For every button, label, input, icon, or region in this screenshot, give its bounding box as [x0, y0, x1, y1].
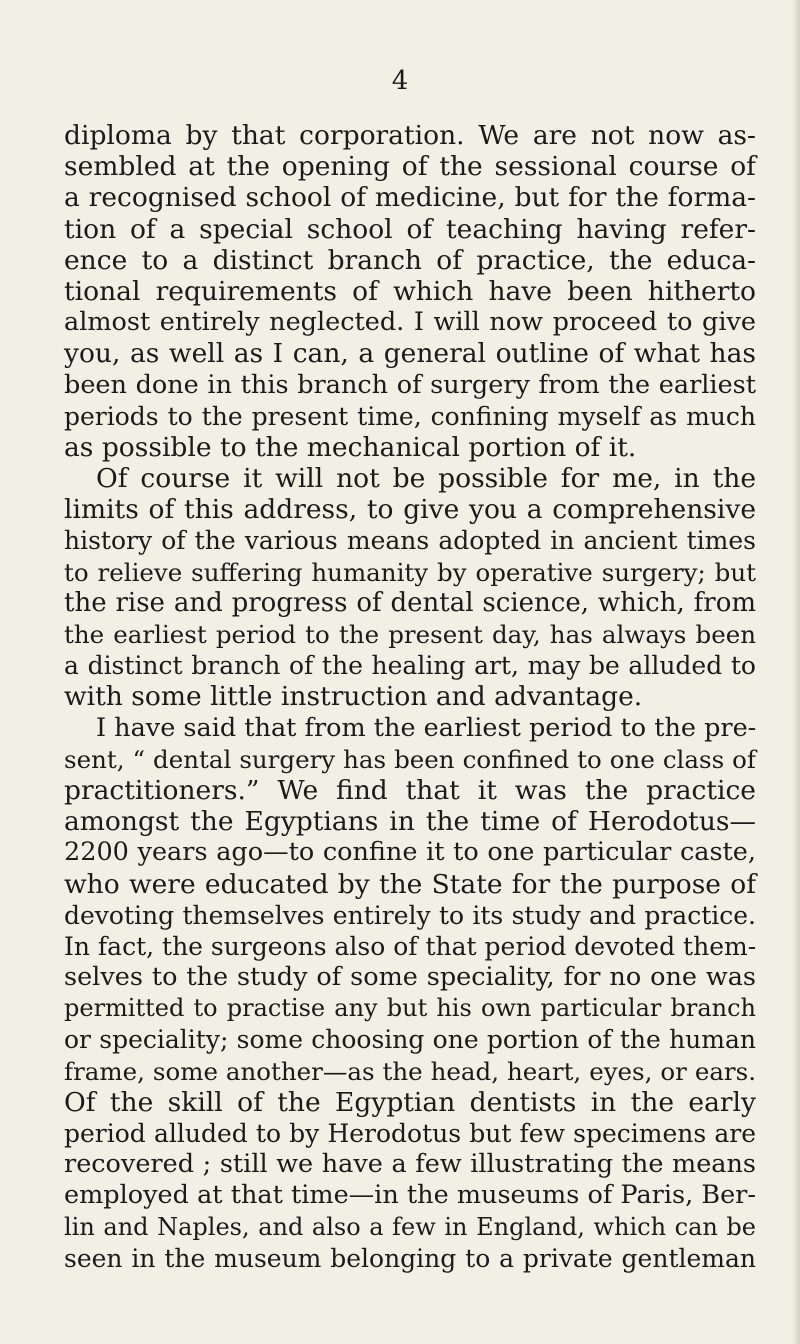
text-line: you, as well as I can, a general outline of what has	[64, 338, 756, 370]
text-line: a recognised school of medicine, but for the forma-	[64, 182, 756, 214]
text-line: I have said that from the earliest period to the pre-	[96, 712, 757, 743]
text-line: periods to the present time, confining myself as much	[64, 401, 756, 431]
text-line: tion of a special school of teaching having refer-	[64, 213, 756, 245]
text-line: diploma by that corporation. We are not now as-	[64, 120, 756, 151]
text-line: limits of this address, to give you a comprehensive	[64, 494, 756, 526]
text-line: lin and Naples, and also a few in England, which can be	[64, 1212, 756, 1241]
page-number: 4	[391, 66, 409, 96]
text-line: to relieve suffering humanity by operative surgery; but	[64, 557, 756, 587]
text-line: permitted to practise any but his own particular branch	[64, 994, 756, 1023]
text-line: devoting themselves entirely to its study and practice.	[64, 900, 756, 930]
text-line: the rise and progress of dental science, which, from	[64, 587, 756, 618]
text-line: who were educated by the State for the purpose of	[64, 868, 756, 900]
text-line: seen in the museum belonging to a private gentleman	[64, 1243, 756, 1273]
text-line: employed at that time—in the museums of Paris, Ber-	[64, 1180, 756, 1211]
text-line: selves to the study of some speciality, for no one was	[64, 962, 756, 993]
text-line: history of the various means adopted in ancient times	[64, 526, 756, 556]
text-line: almost entirely neglected. I will now proceed to give	[64, 307, 756, 338]
text-line: tional requirements of which have been hitherto	[64, 275, 756, 307]
text-line: In fact, the surgeons also of that period devoted them-	[64, 931, 757, 961]
text-line: a distinct branch of the healing art, may be alluded to	[64, 651, 756, 681]
page-edge	[792, 0, 800, 1344]
text-line: practitioners.” We find that it was the practice	[64, 774, 756, 806]
text-line: with some little instruction and advantage.	[64, 681, 643, 713]
text-line: sembled at the opening of the sessional course of	[64, 151, 756, 183]
text-line: as possible to the mechanical portion of it.	[64, 431, 637, 463]
text-line: ence to a distinct branch of practice, the educa-	[64, 244, 756, 276]
text-line: the earliest period to the present day, has always been	[64, 620, 756, 649]
text-line: sent, “ dental surgery has been confined to one class of	[64, 744, 756, 774]
body-text	[64, 120, 756, 1274]
text-line: period alluded to by Herodotus but few specimens are	[64, 1119, 756, 1148]
text-line: recovered ; still we have a few illustrating the means	[64, 1149, 756, 1180]
text-line: Of course it will not be possible for me, in the	[96, 463, 756, 495]
text-line: been done in this branch of surgery from the earliest	[64, 369, 756, 400]
text-line: amongst the Egyptians in the time of Herodotus—	[64, 806, 756, 838]
text-line: frame, some another—as the head, heart, eyes, or ears.	[64, 1056, 756, 1086]
text-line: or speciality; some choosing one portion of the human	[64, 1025, 756, 1055]
text-line: 2200 years ago—to confine it to one particular caste,	[64, 837, 756, 868]
text-line: Of the skill of the Egyptian dentists in the early	[64, 1086, 756, 1118]
